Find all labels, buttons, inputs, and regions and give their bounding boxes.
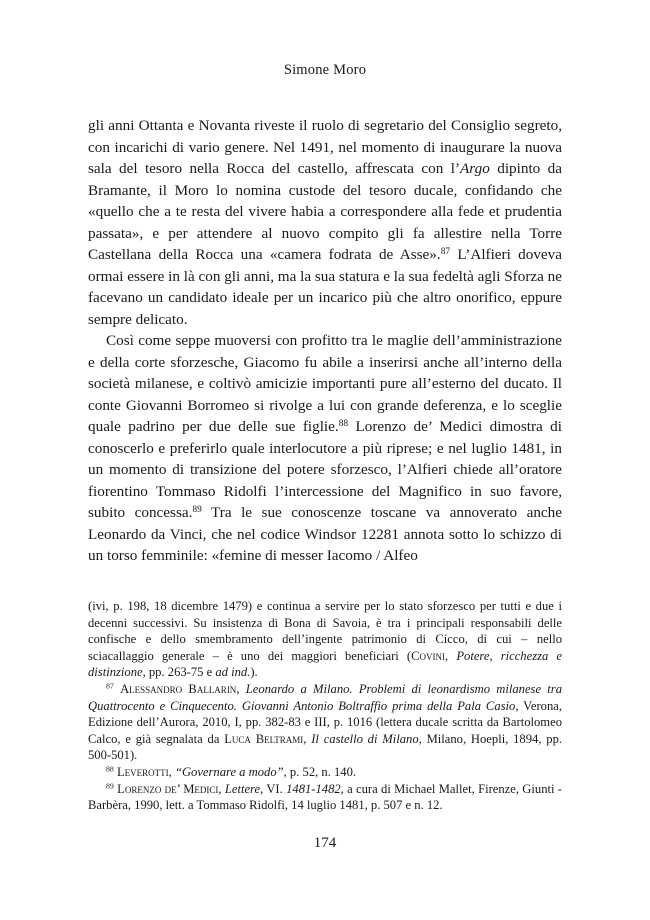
author-name: Lorenzo de’ Medici: [117, 781, 219, 796]
author-name: Covini: [411, 648, 446, 663]
text-span: Lorenzo de’ Medici dimostra di conoscerlo e preferirlo quale interlocutore a più riprese; e nel luglio 1481, in un momento di transizione del potere sforzesco, l’Alfieri chiede all’oratore fiorentino Tommaso Ridolfi l’intercessione del Magnifico in suo favore, subito concessa.: [88, 418, 562, 521]
text-span: L’Alfieri doveva ormai essere in là con gli anni, ma la sua statura e la sua fedeltà agli Sforza ne facevano un candidato ideale per un incarico più che altro onorifico, eppure sempre delicato.: [88, 246, 563, 328]
text-span: , a cura di Michael Mallet, Firenze, Giunti - Barbèra, 1990, lett. a Tommaso Ridolfi, 14 luglio 1481, p. 507 e n. 12.: [88, 781, 563, 813]
footnote-continuation: [88, 598, 562, 681]
footnote-89: [88, 781, 562, 814]
text-span: , Milano, Hoepli, 1894, pp. 500-501).: [88, 731, 563, 763]
text-span: dipinto da Bramante, il Moro lo nomina custode del tesoro ducale, confidando che «quello che a te resta del vivere habia a correspondere alla fede et prudentia passata», e per attendere al nuovo compito gli fa allestire nella Torre Castellana della Rocca una «camera fodrata de Asse».: [88, 160, 562, 263]
paragraph-1: [88, 115, 562, 330]
text-span: gli anni Ottanta e Novanta riveste il ruolo di segretario del Consiglio segreto, con incarichi di vario genere. Nel 1491, nel momento di inaugurare la nuova sala del tesoro nella Rocca del castello, affrescata con l’: [88, 117, 562, 177]
footnote-87: [88, 681, 562, 764]
text-span: ,: [445, 648, 457, 663]
work-title: Il castello di Milano: [311, 731, 419, 746]
footnotes: [88, 598, 562, 814]
work-title: Lettere: [224, 781, 261, 796]
footnote-ref-88[interactable]: 88: [338, 418, 349, 429]
footnote-ref-89[interactable]: 89: [192, 504, 202, 515]
text-span: , VI.: [260, 781, 287, 796]
work-title: Potere, ricchezza e distinzione: [88, 648, 563, 680]
text-span: ,: [168, 764, 175, 779]
footnote-number: 87: [106, 681, 114, 691]
paragraph-2: [88, 330, 562, 567]
author-name: Luca Beltrami: [224, 731, 304, 746]
text-span: ,: [303, 731, 312, 746]
page-number: 174: [313, 835, 337, 851]
text-span: ).: [250, 665, 258, 680]
running-head: Simone Moro: [283, 62, 367, 78]
footnote-number: 88: [106, 764, 114, 774]
text-span: ,: [236, 681, 246, 696]
ad-ind: ad ind.: [215, 665, 251, 680]
footnote-88: [88, 764, 562, 781]
work-title: Leonardo a Milano. Problemi di leonardismo milanese tra Quattrocento e Cinquecento. Giovanni Antonio Boltraffio prima della Pala Casio: [88, 681, 562, 713]
text-span: , Verona, Edizione dell’Aurora, 2010, I, pp. 382-83 e III, p. 1016 (lettera ducale scritta da Bartolomeo Calco, e già segnalata da: [88, 698, 562, 746]
text-span: Tra le sue conoscenze toscane va annoverato anche Leonardo da Vinci, che nel codice Windsor 12281 annota sotto lo schizzo di un torso femminile: «femine di messer Iacomo / Alfeo: [88, 504, 563, 564]
text-span: , p. 52, n. 140.: [283, 764, 357, 779]
main-text: [88, 115, 562, 567]
text-span: , pp. 263-75 e: [142, 665, 216, 680]
artwork-title: Argo: [460, 160, 490, 177]
footnote-number: 89: [106, 781, 114, 791]
work-title: “Governare a modo”: [174, 764, 284, 779]
author-name: Alessandro Ballarin: [120, 681, 237, 696]
author-name: Leverotti: [116, 764, 169, 779]
text-span: (ivi, p. 198, 18 dicembre 1479) e continua a servire per lo stato sforzesco per tutti e due i decenni successivi. Su insistenza di Bona di Savoia, è tra i principali responsabili delle confische e dello smembramento dell’ingente patrimonio di Cicco, di cui – nello sciacallaggio generale – è uno dei maggiori beneficiari (: [88, 599, 562, 663]
text-span: ,: [218, 781, 225, 796]
work-title: 1481-1482: [286, 781, 341, 796]
text-span: Così come seppe muoversi con profitto tra le maglie dell’amministrazione e della corte sforzesche, Giacomo fu abile a inserirsi anche all’interno della società milanese, e coltivò amicizie importanti pure all’esterno del ducato. Il conte Giovanni Borromeo si rivolge a lui con grande deferenza, e lo sceglie quale padrino per due delle sue figlie.: [88, 332, 562, 435]
footnote-ref-87[interactable]: 87: [440, 246, 451, 257]
